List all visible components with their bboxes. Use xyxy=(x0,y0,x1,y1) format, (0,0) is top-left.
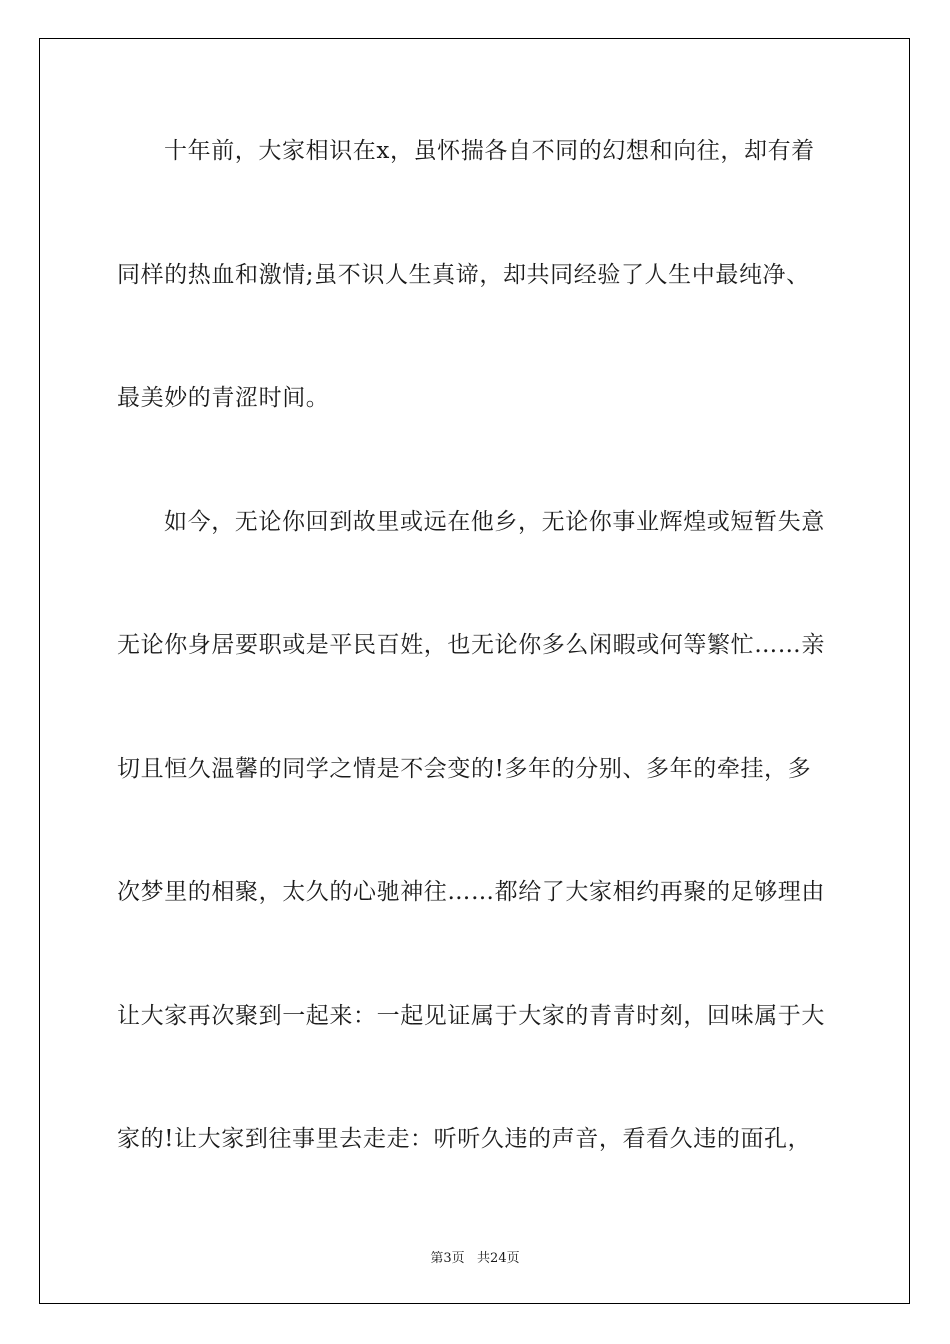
paragraph-2-line-6: 家的!让大家到往事里去走走：听听久违的声音，看看久违的面孔， xyxy=(117,1126,812,1152)
page-number-footer: 第3页 共24页 xyxy=(430,1251,520,1266)
paragraph-2-line-2: 无论你身居要职或是平民百姓，也无论你多么闲暇或何等繁忙……亲 xyxy=(117,632,825,658)
page-border xyxy=(39,38,910,1304)
paragraph-1-line-2: 同样的热血和激情;虽不识人生真谛，却共同经验了人生中最纯净、 xyxy=(117,262,810,288)
paragraph-2-line-4: 次梦里的相聚，太久的心驰神往……都给了大家相约再聚的足够理由 xyxy=(117,879,825,905)
paragraph-2-line-1: 如今，无论你回到故里或远在他乡，无论你事业辉煌或短暂失意 xyxy=(164,509,825,535)
paragraph-1-line-3: 最美妙的青涩时间。 xyxy=(117,385,330,411)
paragraph-1-line-1: 十年前，大家相识在x，虽怀揣各自不同的幻想和向往，却有着 xyxy=(164,138,815,164)
paragraph-2-line-5: 让大家再次聚到一起来：一起见证属于大家的青青时刻，回味属于大 xyxy=(117,1003,825,1029)
paragraph-2-line-3: 切且恒久温馨的同学之情是不会变的!多年的分别、多年的牵挂，多 xyxy=(117,756,812,782)
